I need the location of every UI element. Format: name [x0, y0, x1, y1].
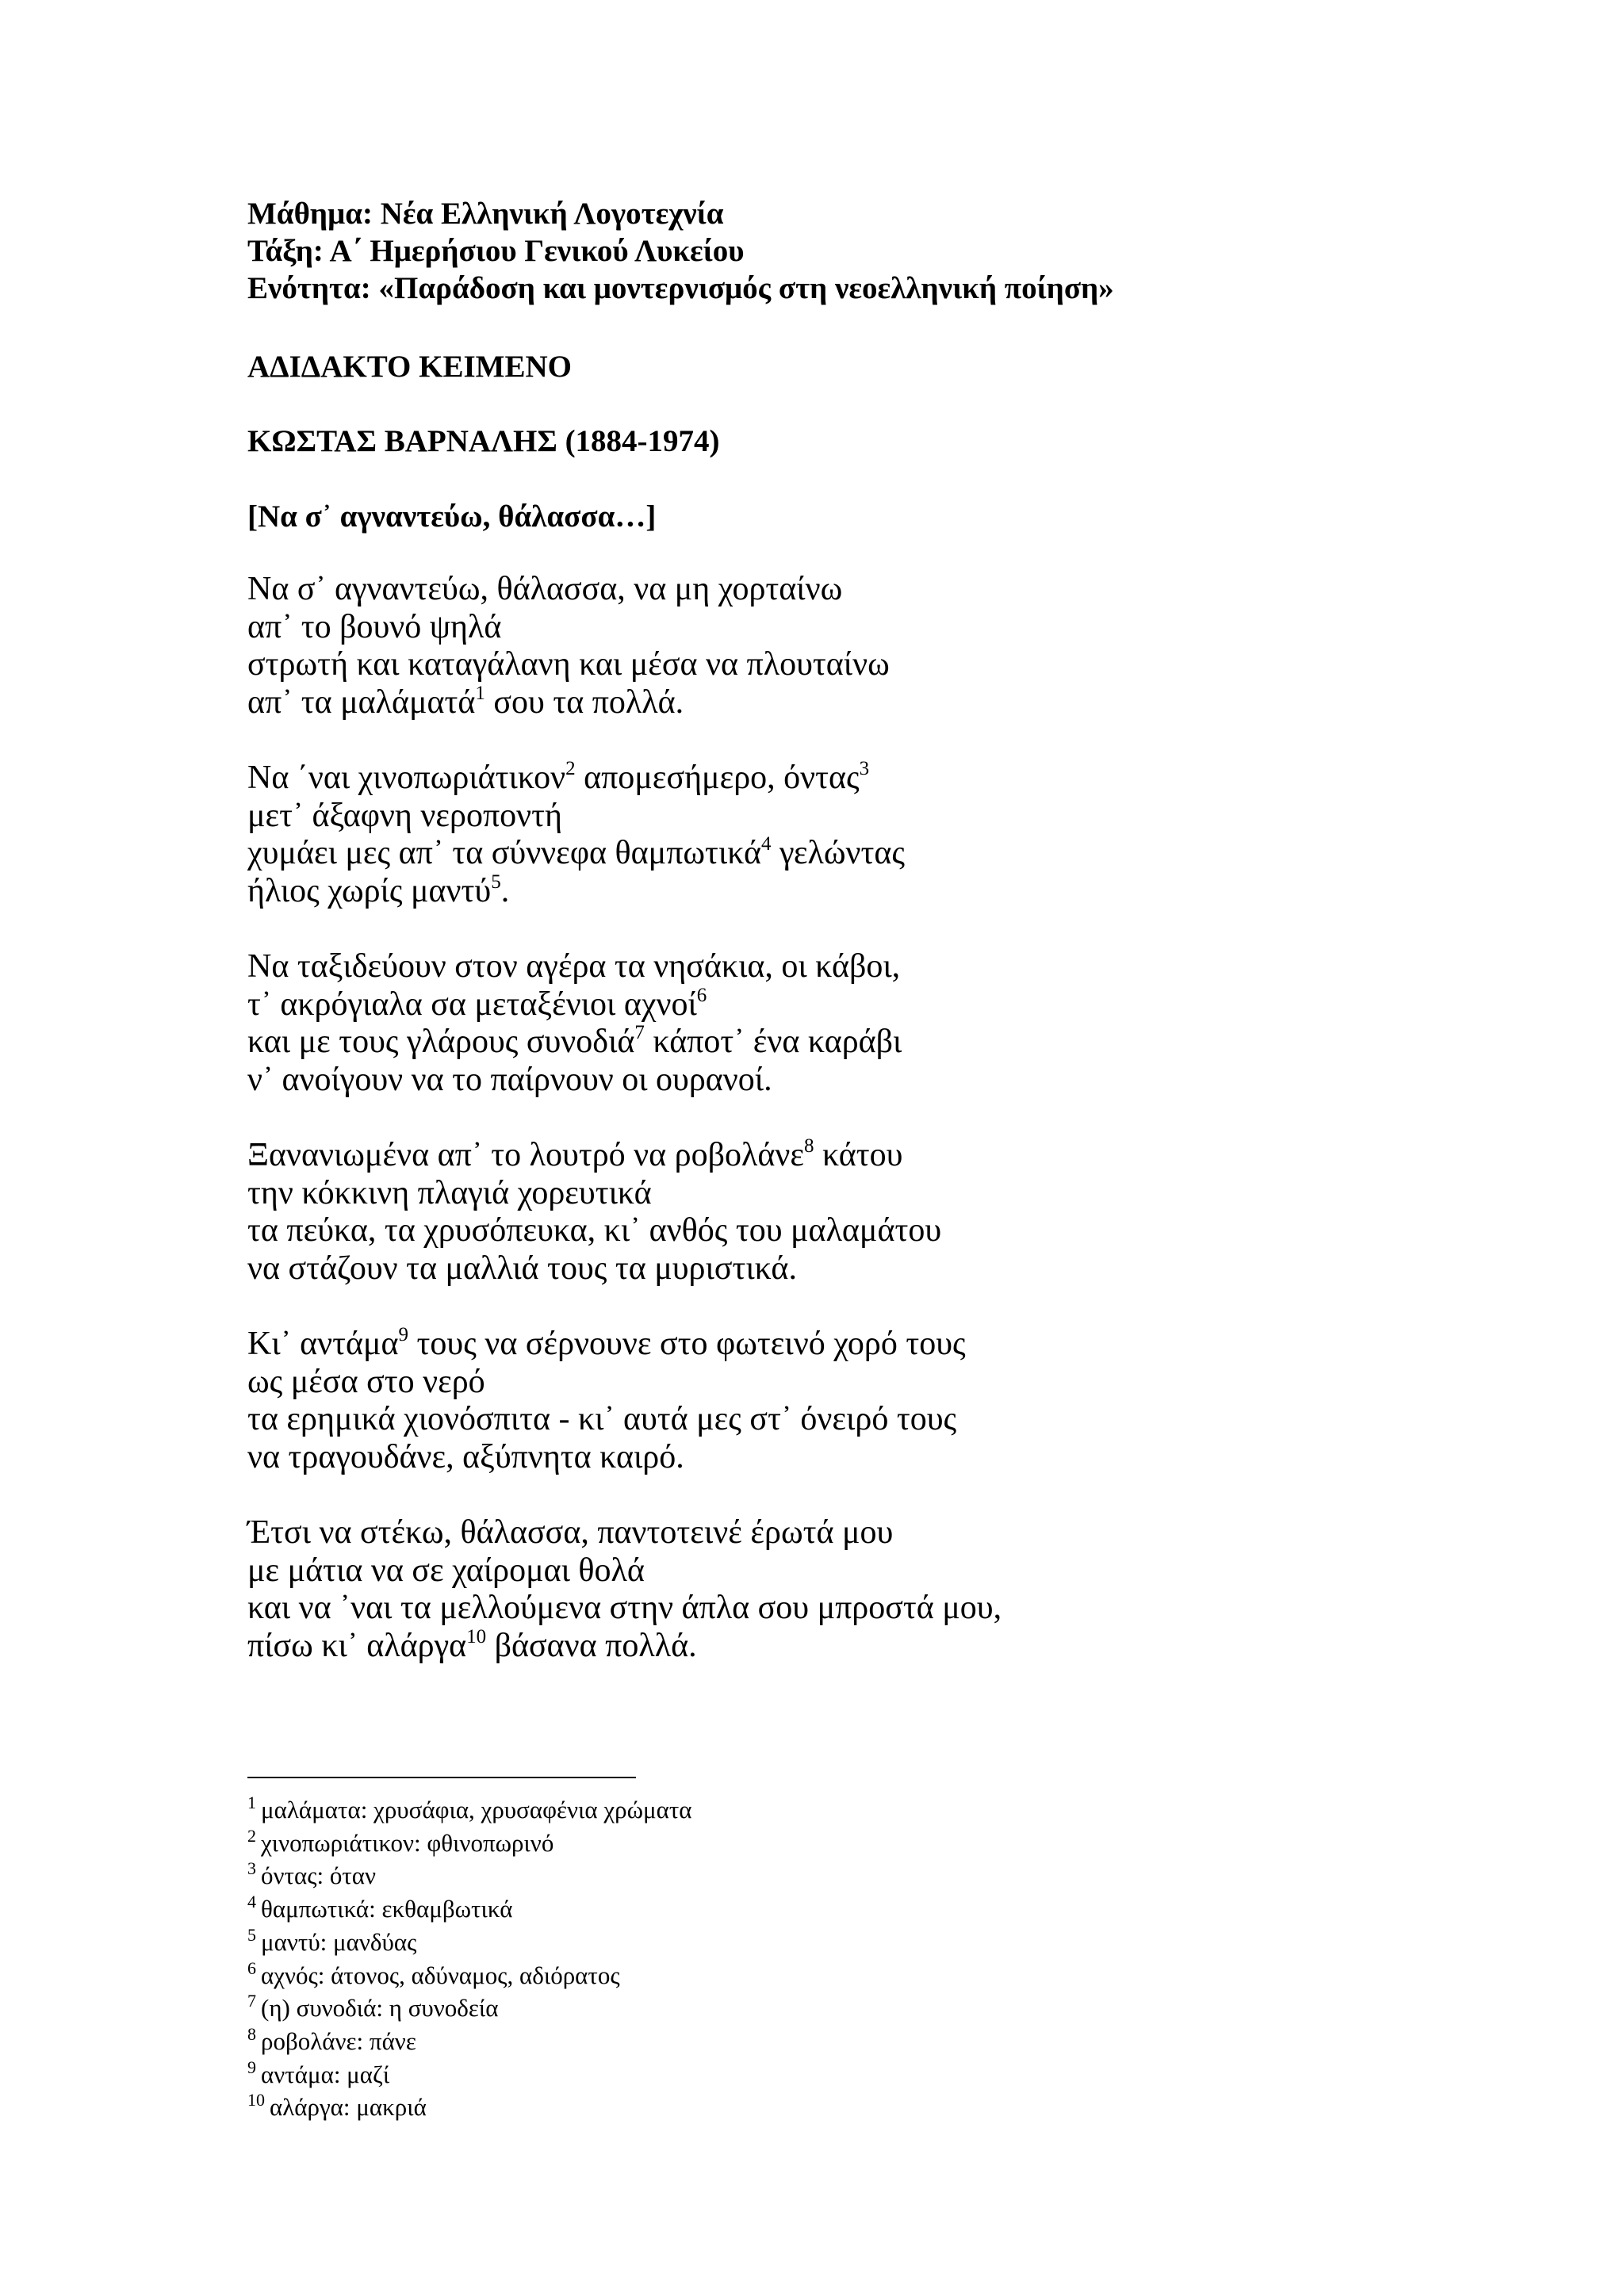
footnote-item: [247, 2058, 1199, 2091]
poem-stanza: [247, 760, 1516, 910]
footnote-marker: 5: [491, 871, 501, 893]
poem-line: [247, 1625, 1516, 1666]
footnote-number: 9: [247, 2057, 256, 2077]
footnote-marker: 8: [803, 1135, 814, 1157]
poem-line-text: Να ταξιδεύουν στον αγέρα τα νησάκια, οι κάβοι,: [247, 948, 901, 985]
footnote-number: 1: [247, 1793, 256, 1812]
poem-line-text: απ᾽ το βουνό ψηλά: [247, 608, 502, 645]
footnote-text: (η) συνοδιά: η συνοδεία: [261, 1994, 499, 2022]
poem-line-text: .: [500, 872, 510, 909]
poem-line: [247, 1514, 1516, 1552]
poem-line: [247, 798, 1516, 836]
footnote-number: 7: [247, 1991, 256, 2011]
poem-line: [247, 571, 1516, 609]
footnote-marker: 4: [761, 833, 772, 855]
footnote-marker: 2: [565, 758, 576, 779]
poem-stanza: [247, 948, 1516, 1099]
unit-line: Ενότητα: «Παράδοση και μοντερνισμός στη νεοελληνική ποίηση»: [247, 271, 1114, 305]
course-header: [247, 195, 1437, 307]
footnote-text: αχνός: άτονος, αδύναμος, αδιόρατος: [261, 1961, 620, 1989]
poem-line-text: τους να σέρνουνε στο φωτεινό χορό τους: [408, 1326, 966, 1362]
class-line: Τάξη: Α΄ Ημερήσιου Γενικού Λυκείου: [247, 234, 745, 268]
footnote-divider: [247, 1777, 636, 1778]
section-title: ΑΔΙΔΑΚΤΟ ΚΕΙΜΕΝΟ: [247, 350, 572, 384]
footnote-item: [247, 2091, 1199, 2124]
footnote-text: όντας: όταν: [261, 1862, 377, 1890]
poem-body: [247, 571, 1516, 1703]
poem-line: [247, 873, 1516, 911]
footnote-text: αλάργα: μακριά: [270, 2093, 427, 2122]
poem-line-text: τα ερημικά χιονόσπιτα - κι᾽ αυτά μες στ᾽ όνειρό τους: [247, 1401, 957, 1437]
poem-line-text: χυμάει μες απ᾽ τα σύννεφα θαμπωτικά: [247, 835, 762, 871]
poem-line: [247, 1552, 1516, 1590]
footnote-text: αντάμα: μαζί: [261, 2060, 390, 2088]
footnote-marker: 10: [466, 1625, 487, 1647]
footnote-item: [247, 1793, 1199, 1827]
poem-stanza: [247, 1514, 1516, 1665]
footnote-text: θαμπωτικά: εκθαμβωτικά: [261, 1895, 513, 1923]
poem-line: [247, 1439, 1516, 1477]
footnote-number: 8: [247, 2023, 256, 2044]
poem-stanza: [247, 571, 1516, 721]
poem-line-text: ήλιος χωρίς μαντύ: [247, 872, 492, 909]
footnote-number: 4: [247, 1892, 256, 1912]
poem-line-text: να στάζουν τα μαλλιά τους τα μυριστικά.: [247, 1249, 797, 1287]
poem-line-text: μετ᾽ άξαφνη νεροποντή: [247, 797, 563, 834]
footnote-item: [247, 1827, 1199, 1860]
poem-stanza: [247, 1137, 1516, 1288]
footnote-item: [247, 1959, 1199, 1992]
footnote-item: [247, 1892, 1199, 1926]
poem-line-text: απομεσήμερο, όντας: [575, 760, 860, 796]
footnote-marker: 7: [634, 1022, 645, 1043]
poem-line: [247, 684, 1516, 722]
poem-line-text: την κόκκινη πλαγιά χορευτικά: [247, 1174, 652, 1211]
footnote-marker: 6: [696, 984, 707, 1006]
poem-line-text: κάτου: [814, 1137, 903, 1173]
poem-line-text: και να ᾽ναι τα μελλούμενα στην άπλα σου μπροστά μου,: [247, 1590, 1002, 1626]
poem-line: [247, 646, 1516, 684]
poem-line-text: βάσανα πολλά.: [486, 1627, 697, 1664]
poem-line-text: τ᾽ ακρόγιαλα σα μεταξένιοι αχνοί: [247, 985, 697, 1023]
poem-line: [247, 1212, 1516, 1250]
poem-line: [247, 1175, 1516, 1213]
footnote-number: 2: [247, 1825, 256, 1846]
footnote-number: 5: [247, 1924, 256, 1945]
footnote-marker: 3: [859, 758, 870, 779]
poem-line: [247, 1024, 1516, 1062]
footnote-number: 6: [247, 1957, 256, 1978]
poem-line: [247, 1590, 1516, 1628]
poem-line-text: απ᾽ τα μαλάματά: [247, 683, 476, 721]
poem-line: [247, 1401, 1516, 1439]
poem-line: [247, 1062, 1516, 1100]
poem-line-text: γελώντας: [771, 835, 906, 871]
poem-line-text: τα πεύκα, τα χρυσόπευκα, κι᾽ ανθός του μαλαμάτου: [247, 1212, 942, 1249]
footnote-item: [247, 1992, 1199, 2025]
poem-line: [247, 609, 1516, 647]
footnote-marker: 1: [475, 682, 485, 704]
footnote-number: 10: [247, 2090, 265, 2110]
poem-line-text: ν᾽ ανοίγουν να το παίρνουν οι ουρανοί.: [247, 1061, 772, 1098]
poem-line-text: πίσω κι᾽ αλάργα: [247, 1627, 467, 1664]
footnote-item: [247, 1926, 1199, 1959]
poem-line-text: ως μέσα στο νερό: [247, 1363, 485, 1400]
poem-line-text: Έτσι να στέκω, θάλασσα, παντοτεινέ έρωτά μου: [247, 1514, 894, 1551]
poem-line-text: Ξανανιωμένα απ᾽ το λουτρό να ροβολάνε: [247, 1137, 804, 1173]
poem-line-text: και με τους γλάρους συνοδιά: [247, 1024, 635, 1060]
footnote-text: μαλάματα: χρυσάφια, χρυσαφένια χρώματα: [261, 1796, 692, 1823]
poem-line-text: Να ΄ναι χινοπωριάτικον: [247, 760, 566, 796]
poem-line: [247, 760, 1516, 798]
poem-line-text: να τραγουδάνε, αξύπνητα καιρό.: [247, 1438, 684, 1475]
poem-line: [247, 948, 1516, 986]
footnote-item: [247, 2025, 1199, 2058]
footnote-text: ροβολάνε: πάνε: [261, 2026, 416, 2055]
author-heading: ΚΩΣΤΑΣ ΒΑΡΝΑΛΗΣ (1884-1974): [247, 424, 720, 458]
footnote-text: μαντύ: μανδύας: [261, 1927, 417, 1956]
poem-line-text: Να σ᾽ αγναντεύω, θάλασσα, να μη χορταίνω: [247, 571, 843, 607]
poem-line: [247, 1137, 1516, 1175]
footnote-item: [247, 1859, 1199, 1892]
footnote-number: 3: [247, 1858, 256, 1879]
poem-line-text: με μάτια να σε χαίρομαι θολά: [247, 1552, 645, 1589]
poem-line: [247, 1364, 1516, 1402]
poem-line: [247, 1250, 1516, 1288]
poem-line: [247, 1326, 1516, 1364]
footnote-text: χινοπωριάτικον: φθινοπωρινό: [261, 1828, 554, 1857]
poem-line-text: κάποτ᾽ ένα καράβι: [644, 1024, 902, 1060]
poem-title: [Να σ᾽ αγναντεύω, θάλασσα…]: [247, 499, 657, 534]
poem-line-text: Κι᾽ αντάμα: [247, 1326, 399, 1362]
footnotes-list: [247, 1793, 1199, 2124]
poem-line: [247, 986, 1516, 1024]
poem-line: [247, 835, 1516, 873]
poem-line-text: σου τα πολλά.: [485, 683, 684, 721]
poem-stanza: [247, 1326, 1516, 1476]
poem-line-text: στρωτή και καταγάλανη και μέσα να πλουταίνω: [247, 646, 890, 683]
footnote-marker: 9: [398, 1324, 409, 1345]
subject-line: Μάθημα: Νέα Ελληνική Λογοτεχνία: [247, 197, 724, 231]
